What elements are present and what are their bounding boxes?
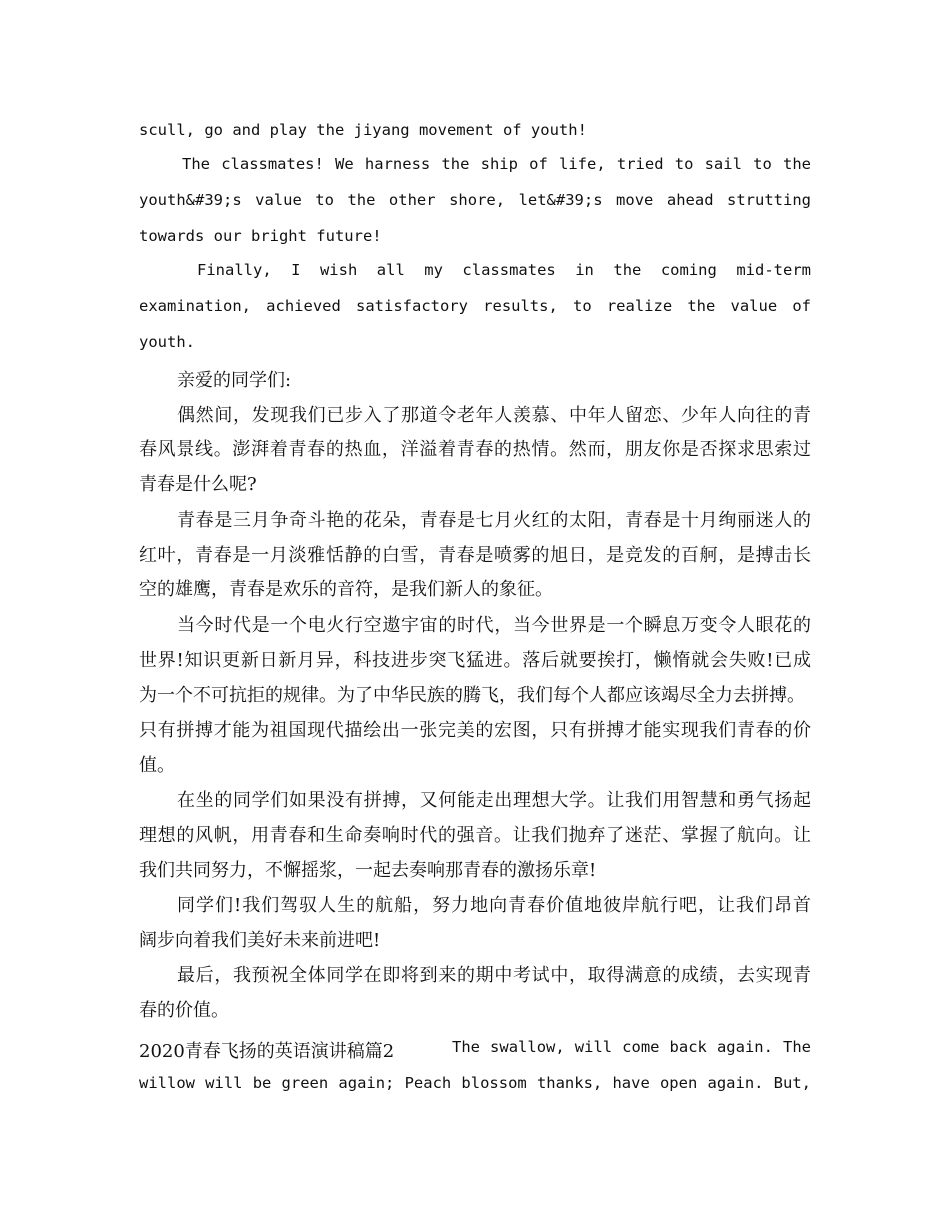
text-line: 只有拼搏才能为祖国现代描绘出一张完美的宏图，只有拼搏才能实现我们青春的价: [139, 720, 811, 741]
text-line: 春风景线。澎湃着青春的热血，洋溢着青春的热情。然而，朋友你是否探求思索过: [139, 439, 811, 460]
text-line: scull, go and play the jiyang movement of youth!: [139, 121, 587, 139]
text-line: Finally, I wish all my classmates in the coming mid-term: [197, 261, 811, 279]
text-line: 空的雄鹰，青春是欢乐的音符，是我们新人的象征。: [139, 579, 553, 600]
text-line: 世界!知识更新日新月异，科技进步突飞猛进。落后就要挨打，懒惰就会失败!已成: [139, 650, 811, 671]
text-line: towards our bright future!: [139, 227, 382, 245]
salutation: 亲爱的同学们:: [177, 370, 292, 391]
text-line: youth&#39;s value to the other shore, let&#39;s move ahead strutting: [139, 191, 811, 209]
text-line: 红叶，青春是一月淡雅恬静的白雪，青春是喷雾的旭日，是竞发的百舸，是搏击长: [139, 545, 811, 566]
text-line: 最后，我预祝全体同学在即将到来的期中考试中，取得满意的成绩，去实现青: [177, 965, 811, 986]
text-line: 理想的风帆，用青春和生命奏响时代的强音。让我们抛弃了迷茫、掌握了航向。让: [139, 825, 811, 846]
text-line: The classmates! We harness the ship of life, tried to sail to the: [182, 155, 811, 173]
text-line: youth.: [139, 333, 195, 351]
text-line: 在坐的同学们如果没有拼搏，又何能走出理想大学。让我们用智慧和勇气扬起: [177, 790, 811, 811]
text-line: 当今时代是一个电火行空遨宇宙的时代，当今世界是一个瞬息万变令人眼花的: [177, 615, 811, 636]
text-line: willow will be green again; Peach blossom thanks, have open again. But,: [139, 1074, 811, 1092]
text-line: examination, achieved satisfactory results, to realize the value of: [139, 297, 811, 315]
text-line: 值。: [139, 755, 175, 776]
text-line: 青春是什么呢?: [139, 474, 257, 495]
text-line: 我们共同努力，不懈摇浆，一起去奏响那青春的激扬乐章!: [139, 860, 597, 881]
text-line: 阔步向着我们美好未来前进吧!: [139, 930, 381, 951]
text-line: 同学们!我们驾驭人生的航船，努力地向青春价值地彼岸航行吧，让我们昂首: [177, 895, 811, 916]
text-line: 青春是三月争奇斗艳的花朵，青春是七月火红的太阳，青春是十月绚丽迷人的: [177, 510, 811, 531]
text-line: 为一个不可抗拒的规律。为了中华民族的腾飞，我们每个人都应该竭尽全力去拼搏。: [139, 685, 805, 706]
text-line: The swallow, will come back again. The: [452, 1038, 811, 1056]
section-heading: 2020青春飞扬的英语演讲稿篇2: [139, 1041, 395, 1062]
text-line: 偶然间，发现我们已步入了那道令老年人羡慕、中年人留恋、少年人向往的青: [177, 405, 811, 426]
text-line: 春的价值。: [139, 1000, 229, 1021]
